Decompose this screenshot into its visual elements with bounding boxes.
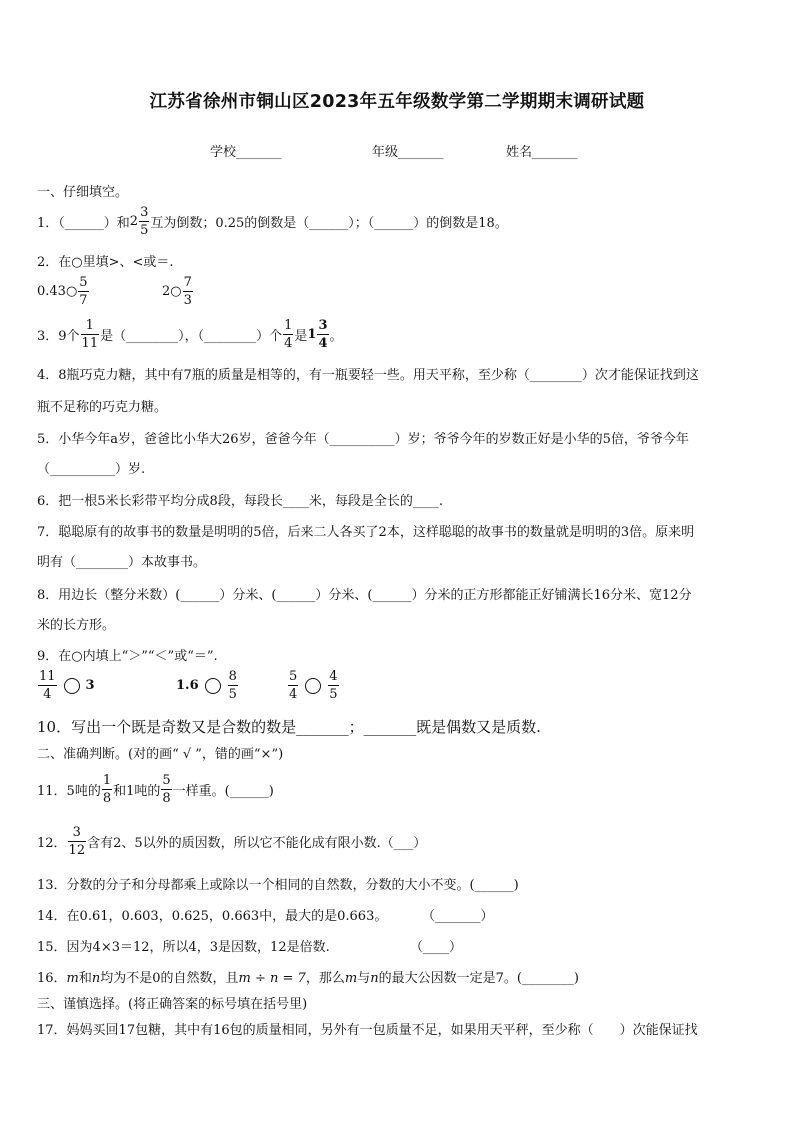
q11-fraction-2: $\frac{5}{8}$ [162,773,171,806]
q9-item-c [287,670,340,701]
school-field: 学校_______ [210,145,282,160]
q3-fraction-2: $\frac{1}{4}$ [284,318,293,351]
question-16: 16．m和n均为不是0的自然数，且m ÷ n = 7，那么m与n的最大公因数一定是7。(________) [37,971,579,986]
q2-a-fraction: $\frac{5}{7}$ [79,275,88,308]
question-7-line-1: 7．聪聪原有的故事书的数量是明明的5倍，后来二人各买了2本，这样聪聪的故事书的数量就是明明的3倍。原来明 [37,525,695,540]
question-9: 9．在○内填上“＞”“＜”或“＝”. [37,649,218,664]
q9-d-fraction: $\frac{4}{5}$ [329,669,338,702]
q2-b-fraction: $\frac{7}{3}$ [183,275,192,308]
q9-b-fraction: $\frac{8}{5}$ [228,669,237,702]
q1-fraction: $\frac{3}{5}$ [140,205,149,238]
section-2-heading: 二、准确判断。(对的画“ √ ”，错的画“×”) [37,747,284,762]
q3-fraction-1: $\frac{1}{11}$ [81,318,99,351]
question-8-line-2: 米的长方形。 [37,618,116,633]
q15-answer-blank: （____） [410,940,463,955]
section-1-heading: 一、仔细填空。 [37,185,129,200]
compare-circle-icon [64,678,80,694]
q1-whole: 2 [129,214,139,229]
question-10: 10．写出一个既是奇数又是合数的数是_______；_______既是偶数又是质数. [37,718,541,736]
question-2: 2．在○里填>、<或＝. [37,255,174,270]
q9-a-fraction: $\frac{11}{4}$ [39,669,56,702]
question-7-line-2: 明有（________）本故事书。 [37,555,207,570]
question-12: 12． $\frac{3}{12}$ 含有2、5以外的质因数，所以它不能化成有限小数.（___） [37,825,427,858]
q9-c-fraction: $\frac{5}{4}$ [289,669,298,702]
q3-fraction-3: $\frac{3}{4}$ [318,318,328,351]
q9-item-b: 1.6 $\frac{8}{5}$ [176,669,237,702]
question-13: 13．分数的分子和分母都乘上或除以一个相同的自然数，分数的大小不变。(______) [37,878,519,893]
q9-item-a: $\frac{11}{4}$ 3 [39,669,95,702]
question-8-line-1: 8．用边长（整分米数）(______）分米、(______）分米、(______）分米的正方形都能正好铺满长16分米、宽12分 [37,588,692,603]
q11-fraction-1: $\frac{1}{8}$ [102,773,112,806]
question-3: 3．9个 $\frac{1}{11}$ 是（________），（________）个 $\frac{1}{4}$ 是1 $\frac{3}{4}$ 。 [37,318,343,351]
question-4-line-2: 瓶不足称的巧克力糖。 [37,400,168,415]
question-5-line-2: （__________）岁. [37,462,146,477]
question-5-line-1: 5．小华今年a岁，爸爸比小华大26岁，爸爸今年（__________）岁；爷爷今年的岁数正好是小华的5倍，爷爷今年 [37,432,689,447]
grade-field: 年级_______ [372,145,444,160]
question-4-line-1: 4．8瓶巧克力糖，其中有7瓶的质量是相等的，有一瓶要轻一些。用天平称，至少称（________）次才能保证找到这 [37,368,699,383]
q1-pre: 1．（______）和 [37,216,130,231]
question-1 [37,206,508,237]
section-3-heading: 三、谨慎选择。(将正确答案的标号填在括号里) [37,997,308,1012]
question-15: 15．因为4×3＝12，所以4，3是因数，12是倍数. [37,940,330,955]
q12-fraction: $\frac{3}{12}$ [68,825,86,858]
name-field: 姓名_______ [506,145,578,160]
page-title: 江苏省徐州市铜山区2023年五年级数学第二学期期末调研试题 [149,92,645,112]
question-11: 11．5吨的 $\frac{1}{8}$ 和1吨的 $\frac{5}{8}$ 一样重。(______) [37,773,274,806]
q2-item-b: 2○ $\frac{7}{3}$ [162,275,192,308]
compare-circle-icon [205,678,221,694]
q2-item-a: 0.43○ $\frac{5}{7}$ [37,275,88,308]
compare-circle-icon [305,678,321,694]
q1-post: 互为倒数；0.25的倒数是（______）；（______）的倒数是18。 [150,216,508,231]
question-14: 14．在0.61，0.603，0.625，0.663中，最大的是0.663。 [37,909,388,924]
q14-answer-blank: （_______） [422,909,494,924]
question-17: 17．妈妈买回17包糖，其中有16包的质量相同，另外有一包质量不足，如果用天平秤，至少称（ ）次能保证找 [37,1023,698,1038]
question-6: 6．把一根5米长彩带平均分成8段，每段长____米，每段是全长的____. [37,494,443,509]
